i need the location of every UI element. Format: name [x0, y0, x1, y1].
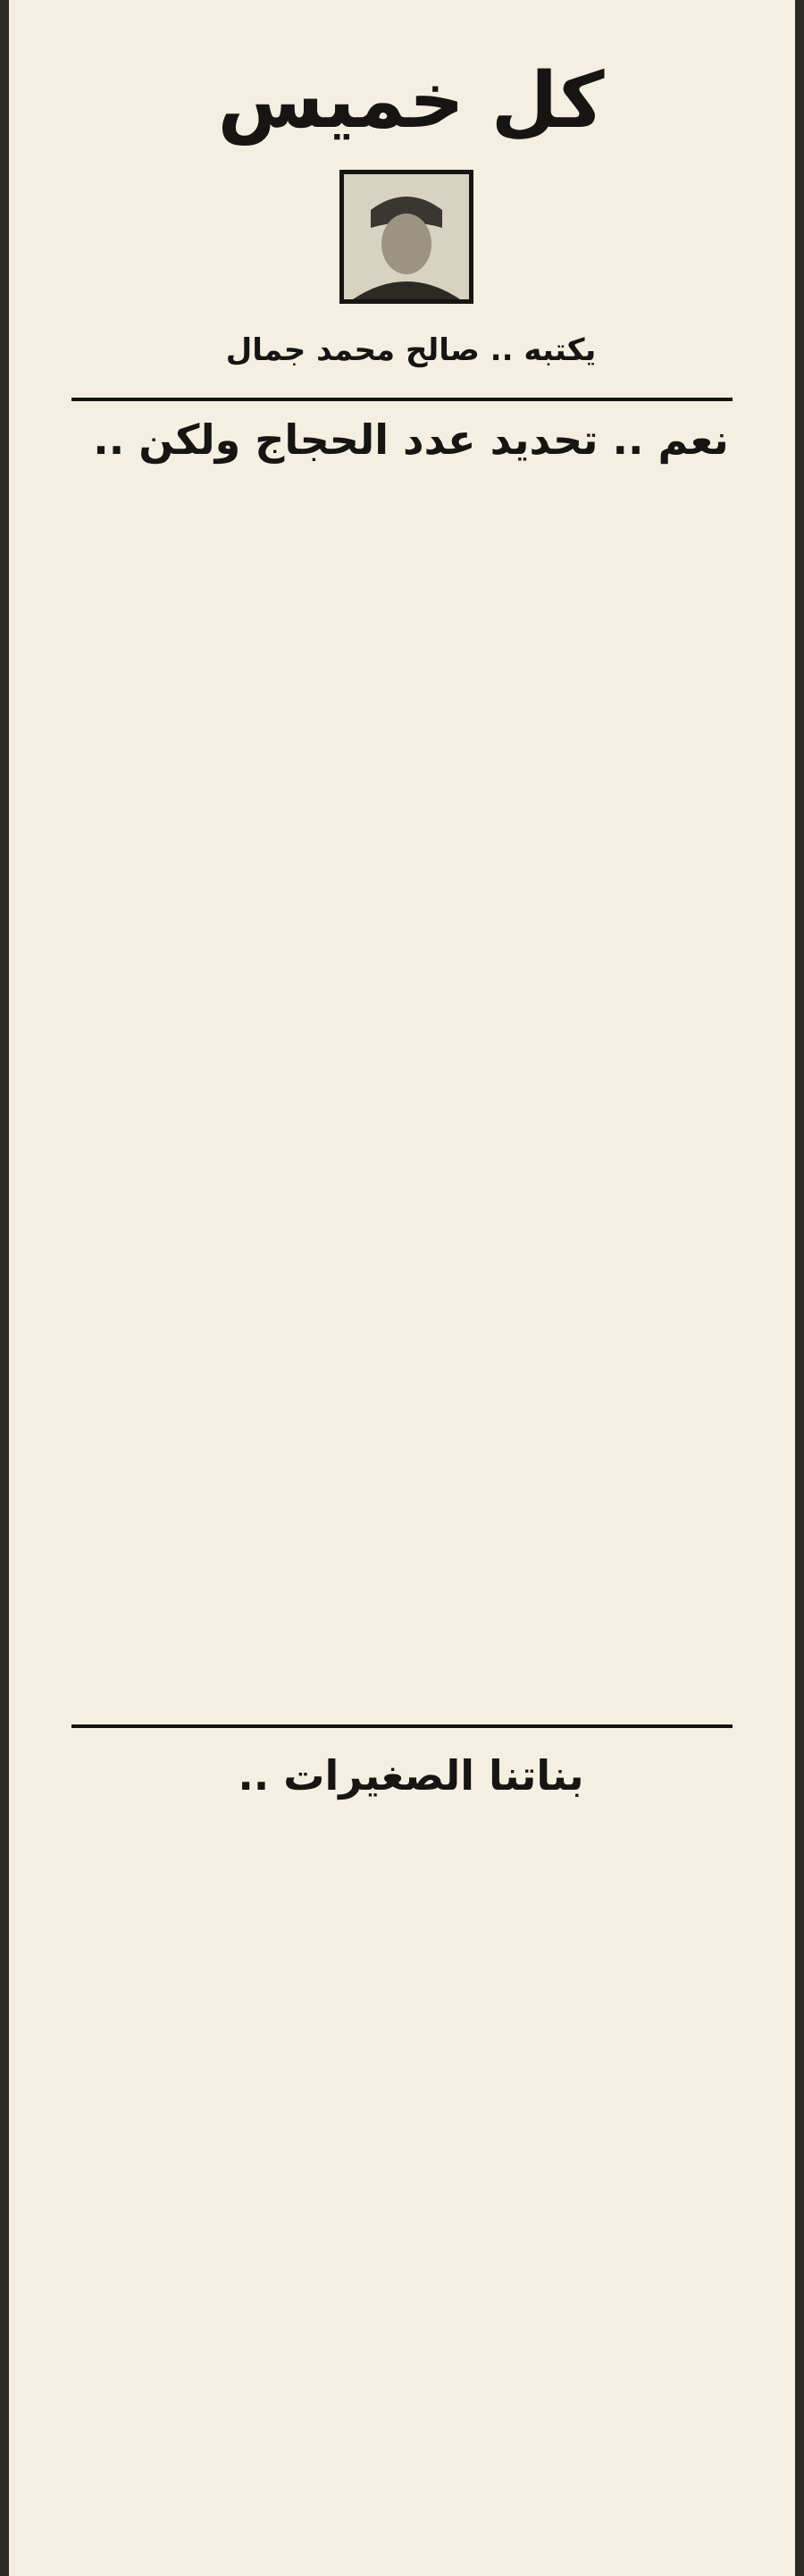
author-portrait-image [344, 174, 469, 299]
divider [71, 1724, 733, 1728]
article-body [55, 500, 766, 1662]
column-name: كل خميس [217, 56, 605, 146]
headline: نعم .. تحديد عدد الحجاج ولكن .. [93, 415, 729, 464]
author-portrait [339, 170, 473, 304]
article-body [55, 1832, 766, 2511]
byline: يكتبه .. صالح محمد جمال [225, 332, 597, 368]
column-masthead [9, 56, 804, 146]
divider [71, 398, 733, 401]
headline: بناتنا الصغيرات .. [238, 1751, 584, 1800]
